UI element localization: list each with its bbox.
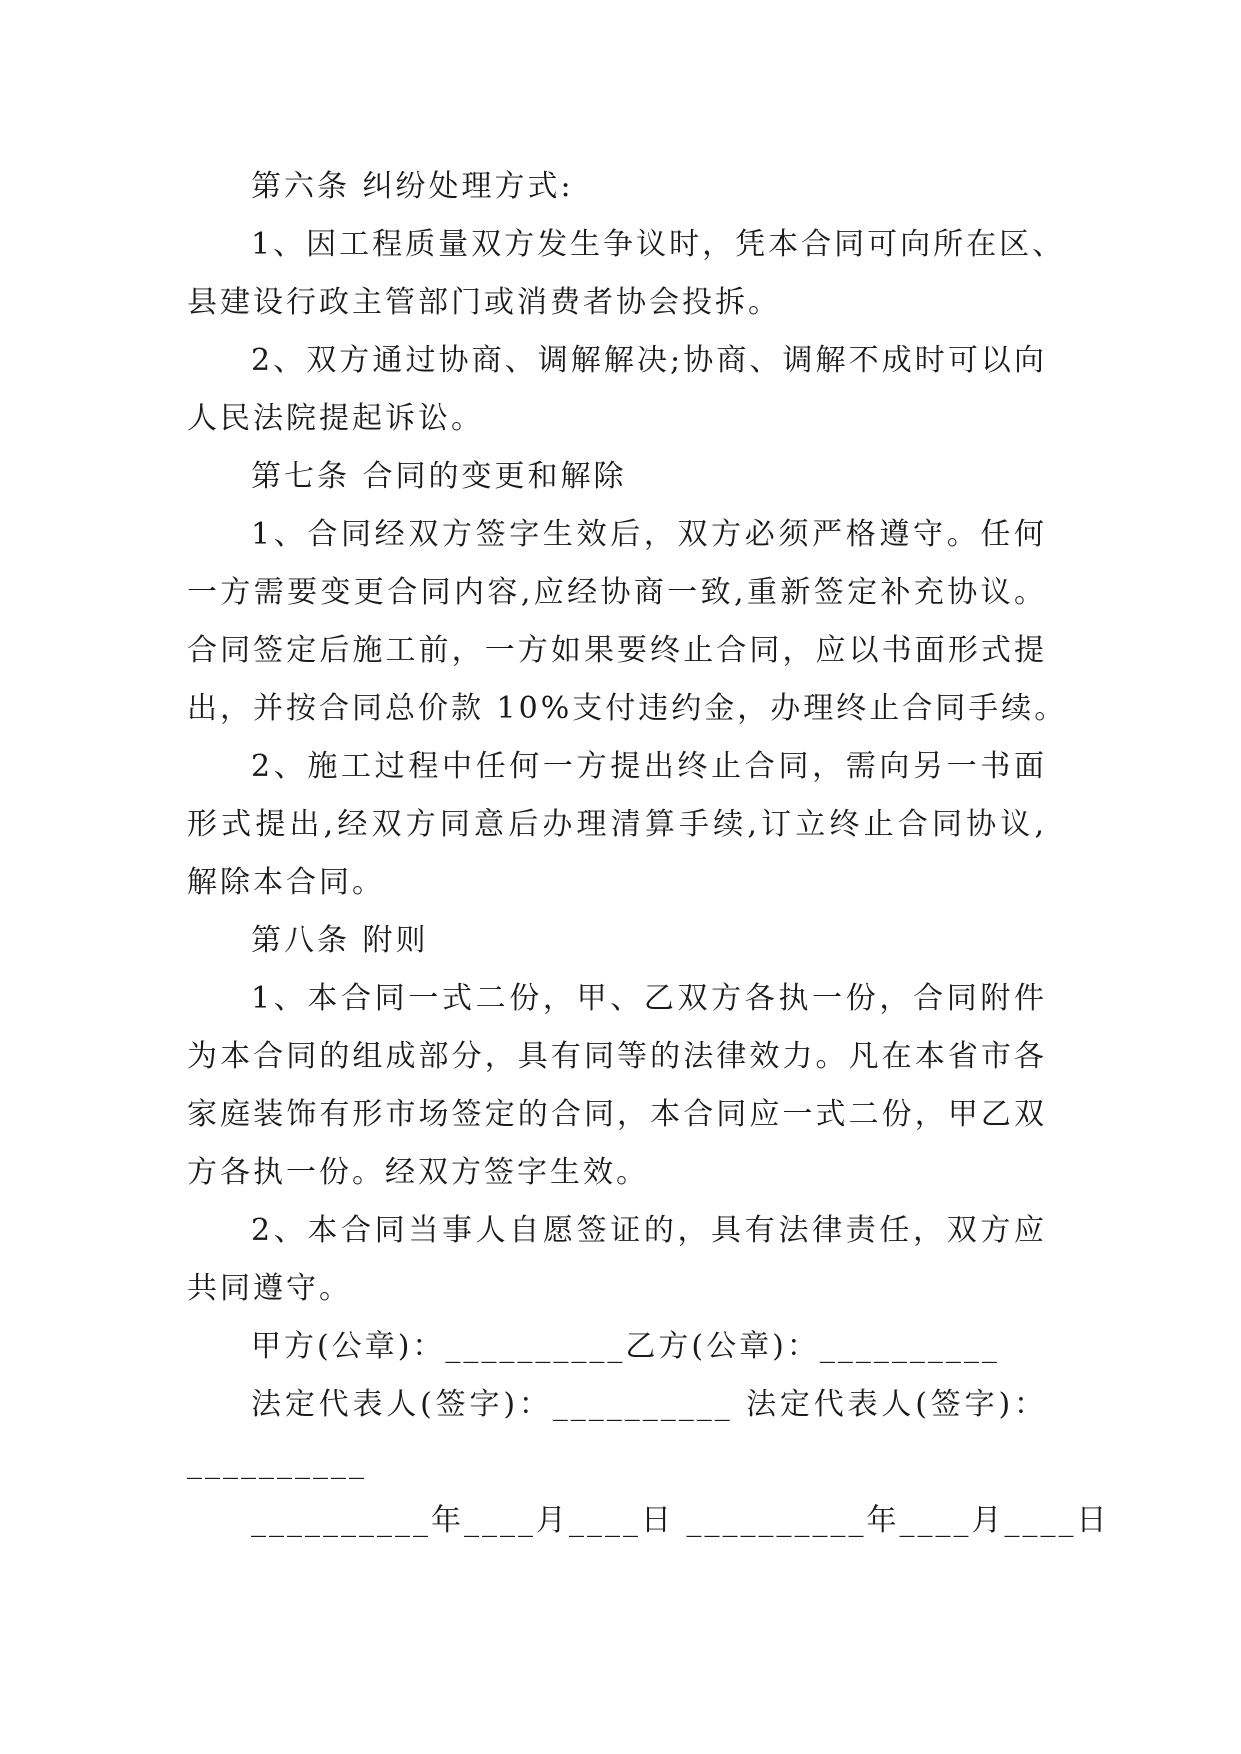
article-7-clause-2-line-1: 2、施工过程中任何一方提出终止合同，需向另一书面 xyxy=(251,749,1047,784)
article-7-heading: 第七条 合同的变更和解除 xyxy=(251,459,627,494)
article-7-clause-1-line-4: 出，并按合同总价款 10%支付违约金，办理终止合同手续。 xyxy=(187,691,1068,726)
article-6-heading: 第六条 纠纷处理方式: xyxy=(251,169,574,204)
contract-page xyxy=(187,158,1110,1550)
article-8-clause-2-line-2: 共同遵守。 xyxy=(187,1271,352,1306)
article-7-clause-2-line-2: 形式提出,经双方同意后办理清算手续,订立终止合同协议, xyxy=(187,807,1047,842)
article-6-clause-2-line-1: 2、双方通过协商、调解解决;协商、调解不成时可以向 xyxy=(251,343,1047,378)
party-seals-line: 甲方(公章)：__________乙方(公章)：__________ xyxy=(251,1329,1000,1364)
article-7-clause-1-line-1: 1、合同经双方签字生效后，双方必须严格遵守。任何 xyxy=(251,517,1047,552)
article-7-clause-2-line-3: 解除本合同。 xyxy=(187,865,385,900)
article-7-clause-1-line-2: 一方需要变更合同内容,应经协商一致,重新签定补充协议。 xyxy=(187,575,1047,610)
article-6-clause-1-line-2: 县建设行政主管部门或消费者协会投拆。 xyxy=(187,285,781,320)
article-8-clause-1-line-4: 方各执一份。经双方签字生效。 xyxy=(187,1155,649,1190)
article-8-clause-1-line-3: 家庭装饰有形市场签定的合同，本合同应一式二份，甲乙双 xyxy=(187,1097,1047,1132)
article-8-clause-1-line-1: 1、本合同一式二份，甲、乙双方各执一份，合同附件 xyxy=(251,981,1047,1016)
article-8-clause-2-line-1: 2、本合同当事人自愿签证的，具有法律责任，双方应 xyxy=(251,1213,1047,1248)
article-8-clause-1-line-2: 为本合同的组成部分，具有同等的法律效力。凡在本省市各 xyxy=(187,1039,1047,1074)
article-6-clause-2-line-2: 人民法院提起诉讼。 xyxy=(187,401,484,436)
legal-representatives-line: 法定代表人(签字)：__________ 法定代表人(签字)： xyxy=(251,1387,1047,1422)
article-6-clause-1-line-1: 1、因工程质量双方发生争议时，凭本合同可向所在区、 xyxy=(251,227,1066,262)
signature-blank-line: __________ xyxy=(187,1445,367,1480)
date-line: __________年____月____日 __________年____月____日 xyxy=(251,1503,1110,1538)
article-8-heading: 第八条 附则 xyxy=(251,923,429,958)
article-7-clause-1-line-3: 合同签定后施工前，一方如果要终止合同，应以书面形式提 xyxy=(187,633,1047,668)
